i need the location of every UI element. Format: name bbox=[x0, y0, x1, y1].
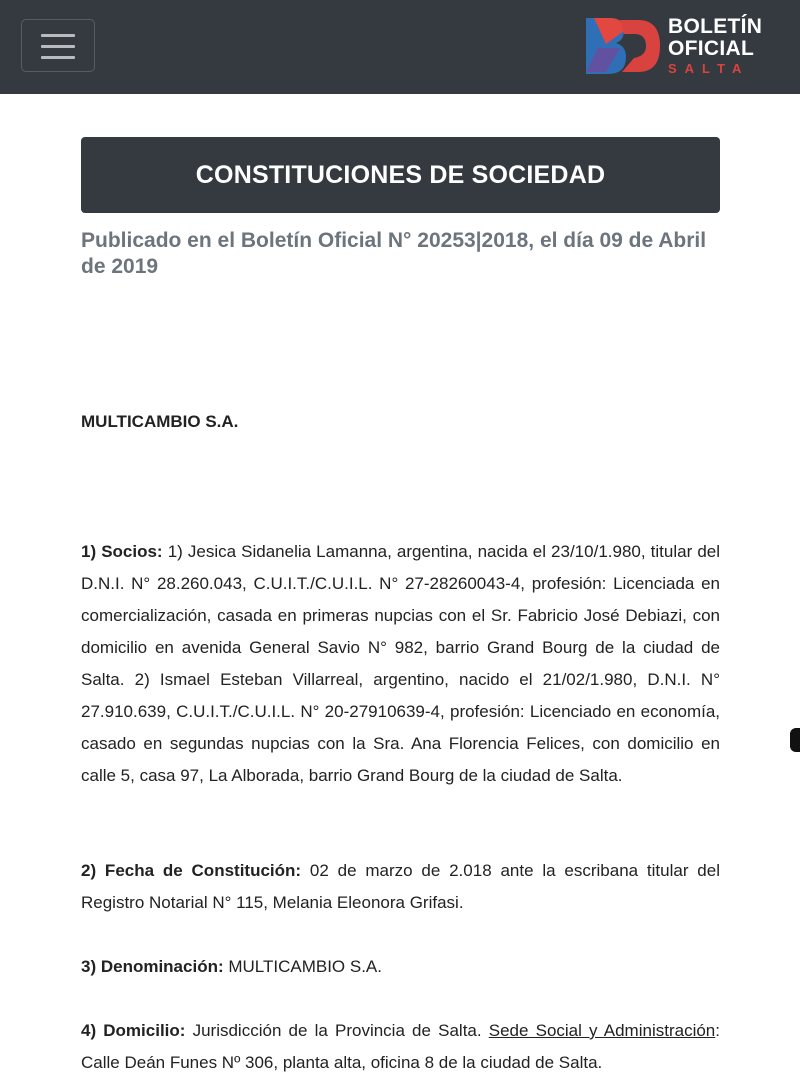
hamburger-menu-button[interactable] bbox=[21, 19, 95, 72]
boletin-oficial-logo[interactable] bbox=[580, 14, 770, 78]
logo-line2: OFICIAL bbox=[668, 37, 755, 60]
company-name: MULTICAMBIO S.A. bbox=[81, 412, 239, 431]
clause-label: 2) Fecha de Constitución: bbox=[81, 861, 302, 880]
clause-domicilio bbox=[81, 1015, 720, 1079]
section-title: CONSTITUCIONES DE SOCIEDAD bbox=[195, 160, 606, 189]
clause-label: 3) Denominación: bbox=[81, 957, 224, 976]
section-title-banner bbox=[81, 137, 720, 213]
logo-line3: SALTA bbox=[668, 61, 750, 76]
clause-label: 1) Socios: bbox=[81, 542, 163, 561]
clause-text: 02 de marzo de 2.018 ante la escribana titular del Registro Notarial N° 115, Melania Eleonora Grifasi. bbox=[81, 861, 720, 912]
clause-fecha-constitucion bbox=[81, 855, 720, 919]
hamburger-menu-icon bbox=[41, 34, 75, 37]
clause-text: MULTICAMBIO S.A. bbox=[223, 957, 382, 976]
side-scroll-handle[interactable] bbox=[790, 728, 800, 752]
sede-social-underlined: Sede Social y Administración bbox=[488, 1021, 716, 1040]
clause-denominacion bbox=[81, 951, 720, 983]
clause-socios bbox=[81, 536, 720, 792]
top-navbar bbox=[0, 0, 800, 94]
clause-text: 1) Jesica Sidanelia Lamanna, argentina, nacida el 23/10/1.980, titular del D.N.I. N° 28.260.043, C.U.I.T./C.U.I.L. N° 27-28260043-4, profesión: Licenciada en comercialización, casada en primeras nupcias con el Sr. Fabricio José Debiazi, con domicilio en avenida General Savio N° 982, barrio Grand Bourg de la ciudad de Salta. 2) Ismael Esteban Villarreal, argentino, nacido el 21/02/1.980, D.N.I. N° 27.910.639, C.U.I.T./C.U.I.L. N° 20-27910639-4, profesión: Licenciado en economía, casado en segundas nupcias con la Sra. Ana Florencia Felices, con domicilio en calle 5, casa 97, La Alborada, barrio Grand Bourg de la ciudad de Salta. bbox=[81, 542, 721, 785]
clause-text: Jurisdicción de la Provincia de Salta. bbox=[185, 1021, 489, 1040]
clause-label: 4) Domicilio: bbox=[81, 1021, 186, 1040]
logo-text bbox=[668, 16, 762, 77]
publication-info: Publicado en el Boletín Oficial N° 20253|2018, el día 09 de Abril de 2019 bbox=[81, 229, 707, 278]
clause-text-after: : Calle Deán Funes Nº 306, planta alta, oficina 8 de la ciudad de Salta. bbox=[81, 1021, 720, 1072]
logo-line1: BOLETÍN bbox=[668, 15, 763, 38]
bo-logo-mark-icon bbox=[580, 14, 662, 78]
